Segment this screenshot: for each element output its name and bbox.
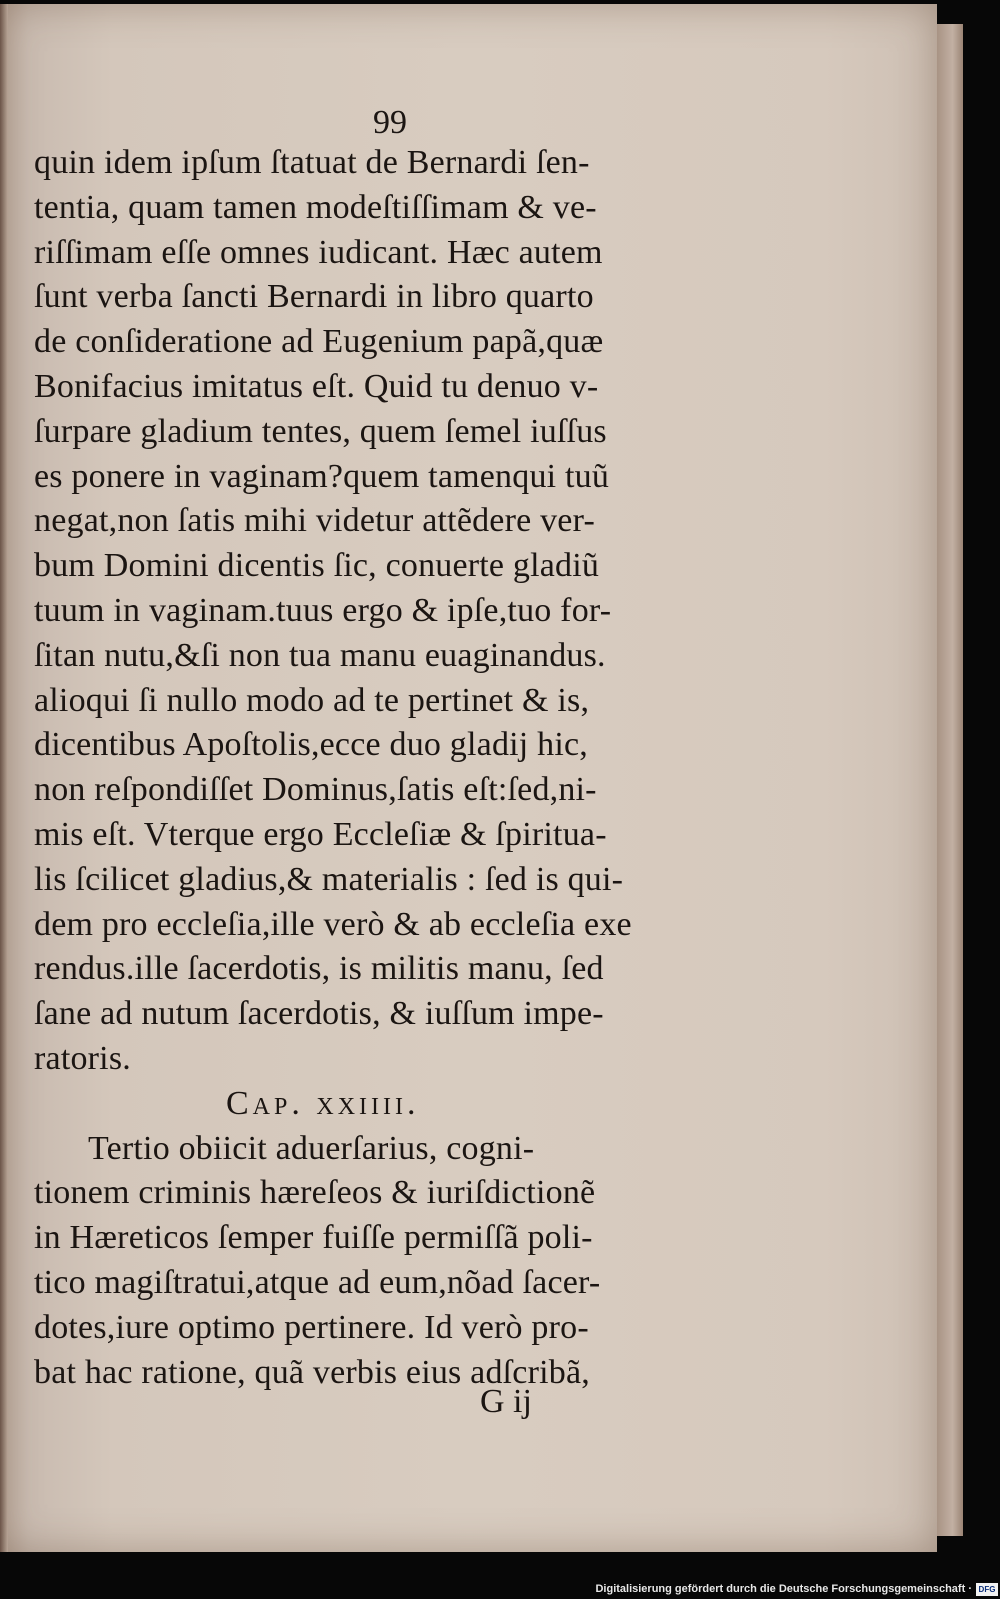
page-number: 99 [373, 104, 407, 141]
text-line: dicentibus Apoſtolis,ecce duo gladij hic, [34, 726, 588, 764]
credit-text: Digitalisierung gefördert durch die Deutsche Forschungsgemeinschaft [595, 1583, 966, 1595]
text-line: ſurpare gladium tentes, quem ſemel iuſſus [34, 412, 607, 450]
signature-mark: G ij [480, 1383, 532, 1420]
text-line: dem pro eccleſia,ille verò & ab eccleſia exe [34, 905, 632, 943]
text-line: non reſpondiſſet Dominus,ſatis eſt:ſed,ni- [34, 771, 597, 809]
text-line: ratoris. [34, 1039, 131, 1077]
page-gutter-edge [0, 4, 8, 1552]
text-line: bum Domini dicentis ſic, conuerte gladiũ [34, 547, 600, 585]
text-line: bat hac ratione, quã verbis eius adſcribã, [34, 1353, 590, 1391]
digitization-credit: Digitalisierung gefördert durch die Deutsche Forschungsgemeinschaft · [595, 1583, 972, 1595]
text-line: de conſideratione ad Eugenium papã,quæ [34, 323, 604, 361]
text-line: ſitan nutu,&ſi non tua manu euaginandus. [34, 636, 606, 674]
text-line: rendus.ille ſacerdotis, is militis manu, ſed [34, 950, 604, 988]
text-line: negat,non ſatis mihi videtur attẽdere ver- [34, 502, 595, 540]
chapter-heading: Cap. xxiiii. [226, 1084, 420, 1122]
dfg-logo: DFG [976, 1583, 998, 1596]
body-text [34, 141, 734, 1395]
text-line: Tertio obiicit aduerſarius, cogni- [88, 1129, 535, 1167]
text-line: tuum in vaginam.tuus ergo & ipſe,tuo for- [34, 591, 612, 629]
text-line: tico magiſtratui,atque ad eum,nõad ſacer- [34, 1263, 601, 1301]
text-line: tentia, quam tamen modeſtiſſimam & ve- [34, 188, 597, 226]
text-line: es ponere in vaginam?quem tamenqui tuũ [34, 457, 610, 495]
text-line: ſane ad nutum ſacerdotis, & iuſſum impe- [34, 995, 604, 1033]
text-line: ſunt verba ſancti Bernardi in libro quarto [34, 278, 594, 316]
text-line: in Hæreticos ſemper fuiſſe permiſſã poli- [34, 1219, 593, 1257]
text-line: quin idem ipſum ſtatuat de Bernardi ſen- [34, 144, 590, 181]
text-line: Bonifacius imitatus eſt. Quid tu denuo v- [34, 367, 599, 405]
text-line: mis eſt. Vterque ergo Eccleſiæ & ſpiritua- [34, 815, 607, 853]
page-fore-edge [937, 24, 963, 1536]
text-line: dotes,iure optimo pertinere. Id verò pro- [34, 1308, 589, 1346]
text-line: riſſimam eſſe omnes iudicant. Hæc autem [34, 233, 603, 271]
text-line: tionem criminis hæreſeos & iuriſdictionẽ [34, 1174, 596, 1212]
text-line: alioqui ſi nullo modo ad te pertinet & is, [34, 681, 590, 719]
text-line: lis ſcilicet gladius,& materialis : ſed is qui- [34, 860, 624, 898]
